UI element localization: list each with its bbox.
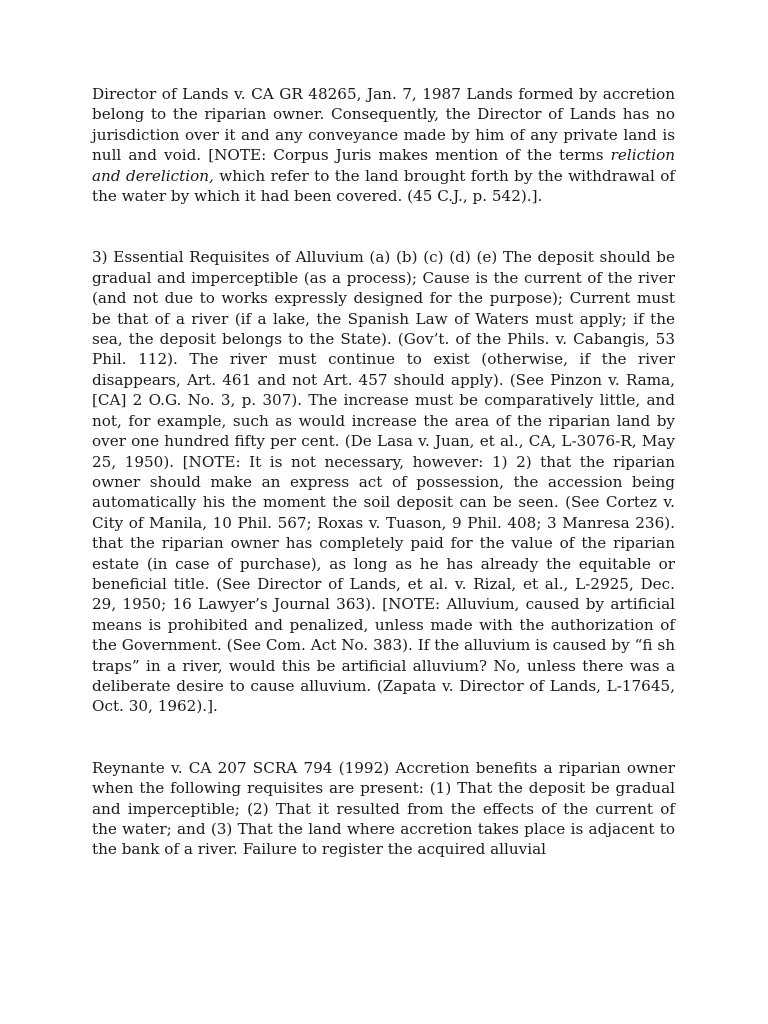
paragraph-essential-requisites: 3) Essential Requisites of Alluvium (a) (b) (c) (d) (e) The deposit should be gradual and imperceptible (as a process); Cause is the current of the river (and not due to works expressly designed for the purpose); Current must be that of a river (if a lake, the Spanish Law of Waters must apply; if the sea, the deposit belongs to the State). (Gov’t. of the Phils. v. Cabangis, 53 Phil. 112). The river must continue to exist (otherwise, if the river disappears, Art. 461 and not Art. 457 should apply). (See Pinzon v. Rama, [CA] 2 O.G. No. 3, p. 307). The increase must be comparatively little, and not, for example, such as would increase the area of the riparian land by over one hundred fifty per cent. (De Lasa v. Juan, et al., CA, L-3076-R, May 25, 1950). [NOTE: It is not necessary, however: 1) 2) that the riparian owner should make an express act of possession, the accession being automatically his the moment the soil deposit can be seen. (See Cortez v. City of Manila, 10 Phil. 567; Roxas v. Tuason, 9 Phil. 408; 3 Manresa 236). that the riparian owner has completely paid for the value of the riparian estate (in case of purchase), as long as he has already the equitable or beneficial title. (See Director of Lands, et al. v. Rizal, et al., L-2925, Dec. 29, 1950; 16 Lawyer’s Journal 363). [NOTE: Alluvium, caused by artificial means is prohibited and penalized, unless made with the authorization of the Government. (See Com. Act No. 383). If the alluvium is caused by “fi sh traps” in a river, would this be artificial alluvium? No, unless there was a deliberate desire to cause alluvium. (Zapata v. Director of Lands, L-17645, Oct. 30, 1962).]. bbox=[92, 248, 675, 716]
paragraph-reynante: Reynante v. CA 207 SCRA 794 (1992) Accretion benefits a riparian owner when the following requisites are present: (1) That the deposit be gradual and imperceptible; (2) That it resulted from the effects of the current of the water; and (3) That the land where accretion takes place is adjacent to the bank of a river. Failure to register the acquired alluvial bbox=[92, 758, 675, 859]
italic-terms: reliction and dereliction, bbox=[92, 146, 675, 185]
paragraph-director-of-lands bbox=[92, 84, 675, 206]
paragraph-text-part: Director of Lands v. CA GR 48265, Jan. 7, 1987 Lands formed by accretion belong to the riparian owner. Consequently, the Director of Lands has no jurisdiction over it and any conveyance made by him of any private land is null and void. [NOTE: Corpus Juris makes mention of the terms bbox=[92, 85, 675, 165]
paragraph-text-part: which refer to the land brought forth by the withdrawal of the water by which it had been covered. (45 C.J., p. 542).]. bbox=[92, 166, 675, 206]
document-page bbox=[92, 84, 675, 860]
